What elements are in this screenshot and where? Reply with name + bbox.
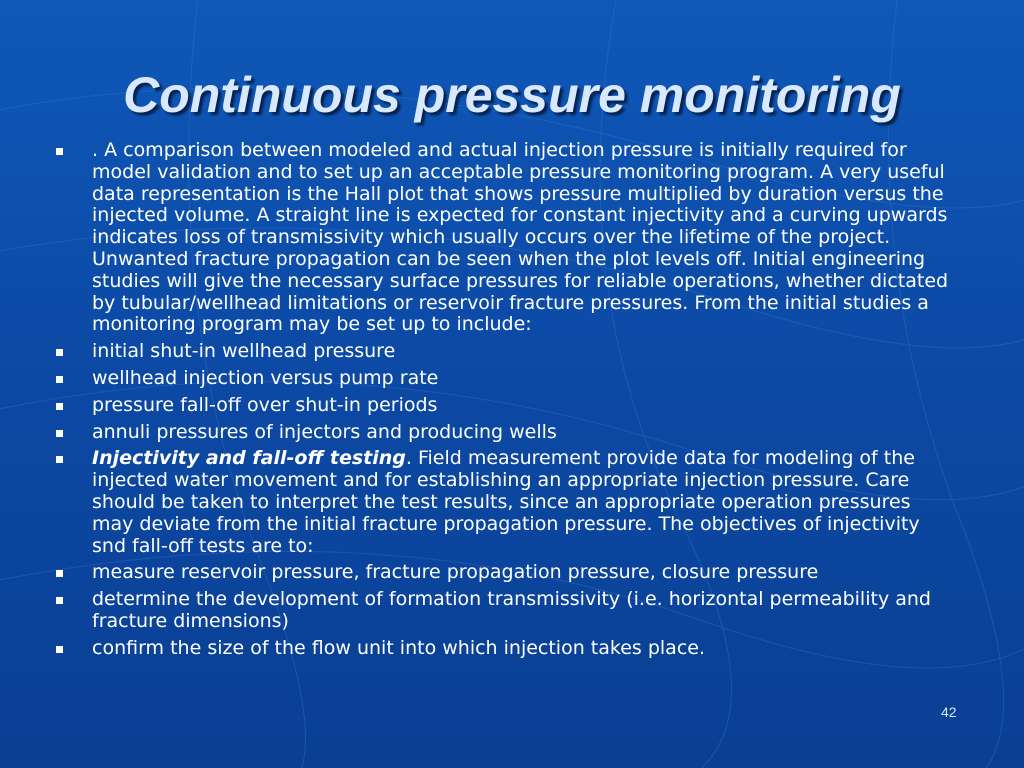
bullet-item	[52, 368, 952, 390]
bullet-emphasis: Injectivity and fall-off testing	[92, 447, 406, 470]
bullet-item	[52, 140, 952, 336]
slide-body	[52, 140, 952, 665]
bullet-text: wellhead injection versus pump rate	[92, 366, 439, 389]
bullet-text: pressure fall-off over shut-in periods	[92, 393, 438, 416]
bullet-item	[52, 589, 952, 633]
square-bullet-icon	[56, 430, 63, 437]
square-bullet-icon	[56, 349, 63, 356]
square-bullet-icon	[56, 148, 63, 155]
bullet-text: determine the development of formation transmissivity (i.e. horizontal permeability and fracture dimensions)	[92, 588, 931, 632]
square-bullet-icon	[56, 456, 63, 463]
square-bullet-icon	[56, 403, 63, 410]
square-bullet-icon	[56, 376, 63, 383]
square-bullet-icon	[56, 597, 63, 604]
slide-number: 42	[941, 704, 957, 720]
slide-title: Continuous pressure monitoring	[123, 67, 901, 123]
square-bullet-icon	[56, 570, 63, 577]
bullet-text: annuli pressures of injectors and producing wells	[92, 420, 557, 443]
bullet-item	[52, 638, 952, 660]
bullet-list	[52, 140, 952, 660]
bullet-item	[52, 562, 952, 584]
bullet-item	[52, 341, 952, 363]
square-bullet-icon	[56, 646, 63, 653]
bullet-item	[52, 422, 952, 444]
bullet-text: initial shut-in wellhead pressure	[92, 340, 396, 363]
bullet-item	[52, 448, 952, 557]
bullet-text: . A comparison between modeled and actual injection pressure is initially required for model validation and to set up an acceptable pressure monitoring program. A very useful data representation is the Hall plot that shows pressure multiplied by duration versus the injected volume. A straight line is expected for constant injectivity and a curving upwards indicates loss of transmissivity which usually occurs over the lifetime of the project. Unwanted fracture propagation can be seen when the plot levels off. Initial engineering studies will give the necessary surface pressures for reliable operations, whether dictated by tubular/wellhead limitations or reservoir fracture pressures. From the initial studies a monitoring program may be set up to include:	[92, 139, 949, 336]
bullet-text: . Field measurement provide data for modeling of the injected water movement and for establishing an appropriate injection pressure. Care should be taken to interpret the test results, since an appropriate operation pressures may deviate from the initial fracture propagation pressure. The objectives of injectivity snd fall-off tests are to:	[92, 447, 920, 557]
bullet-item	[52, 395, 952, 417]
bullet-text: measure reservoir pressure, fracture propagation pressure, closure pressure	[92, 561, 819, 584]
bullet-text: confirm the size of the flow unit into which injection takes place.	[92, 636, 706, 659]
